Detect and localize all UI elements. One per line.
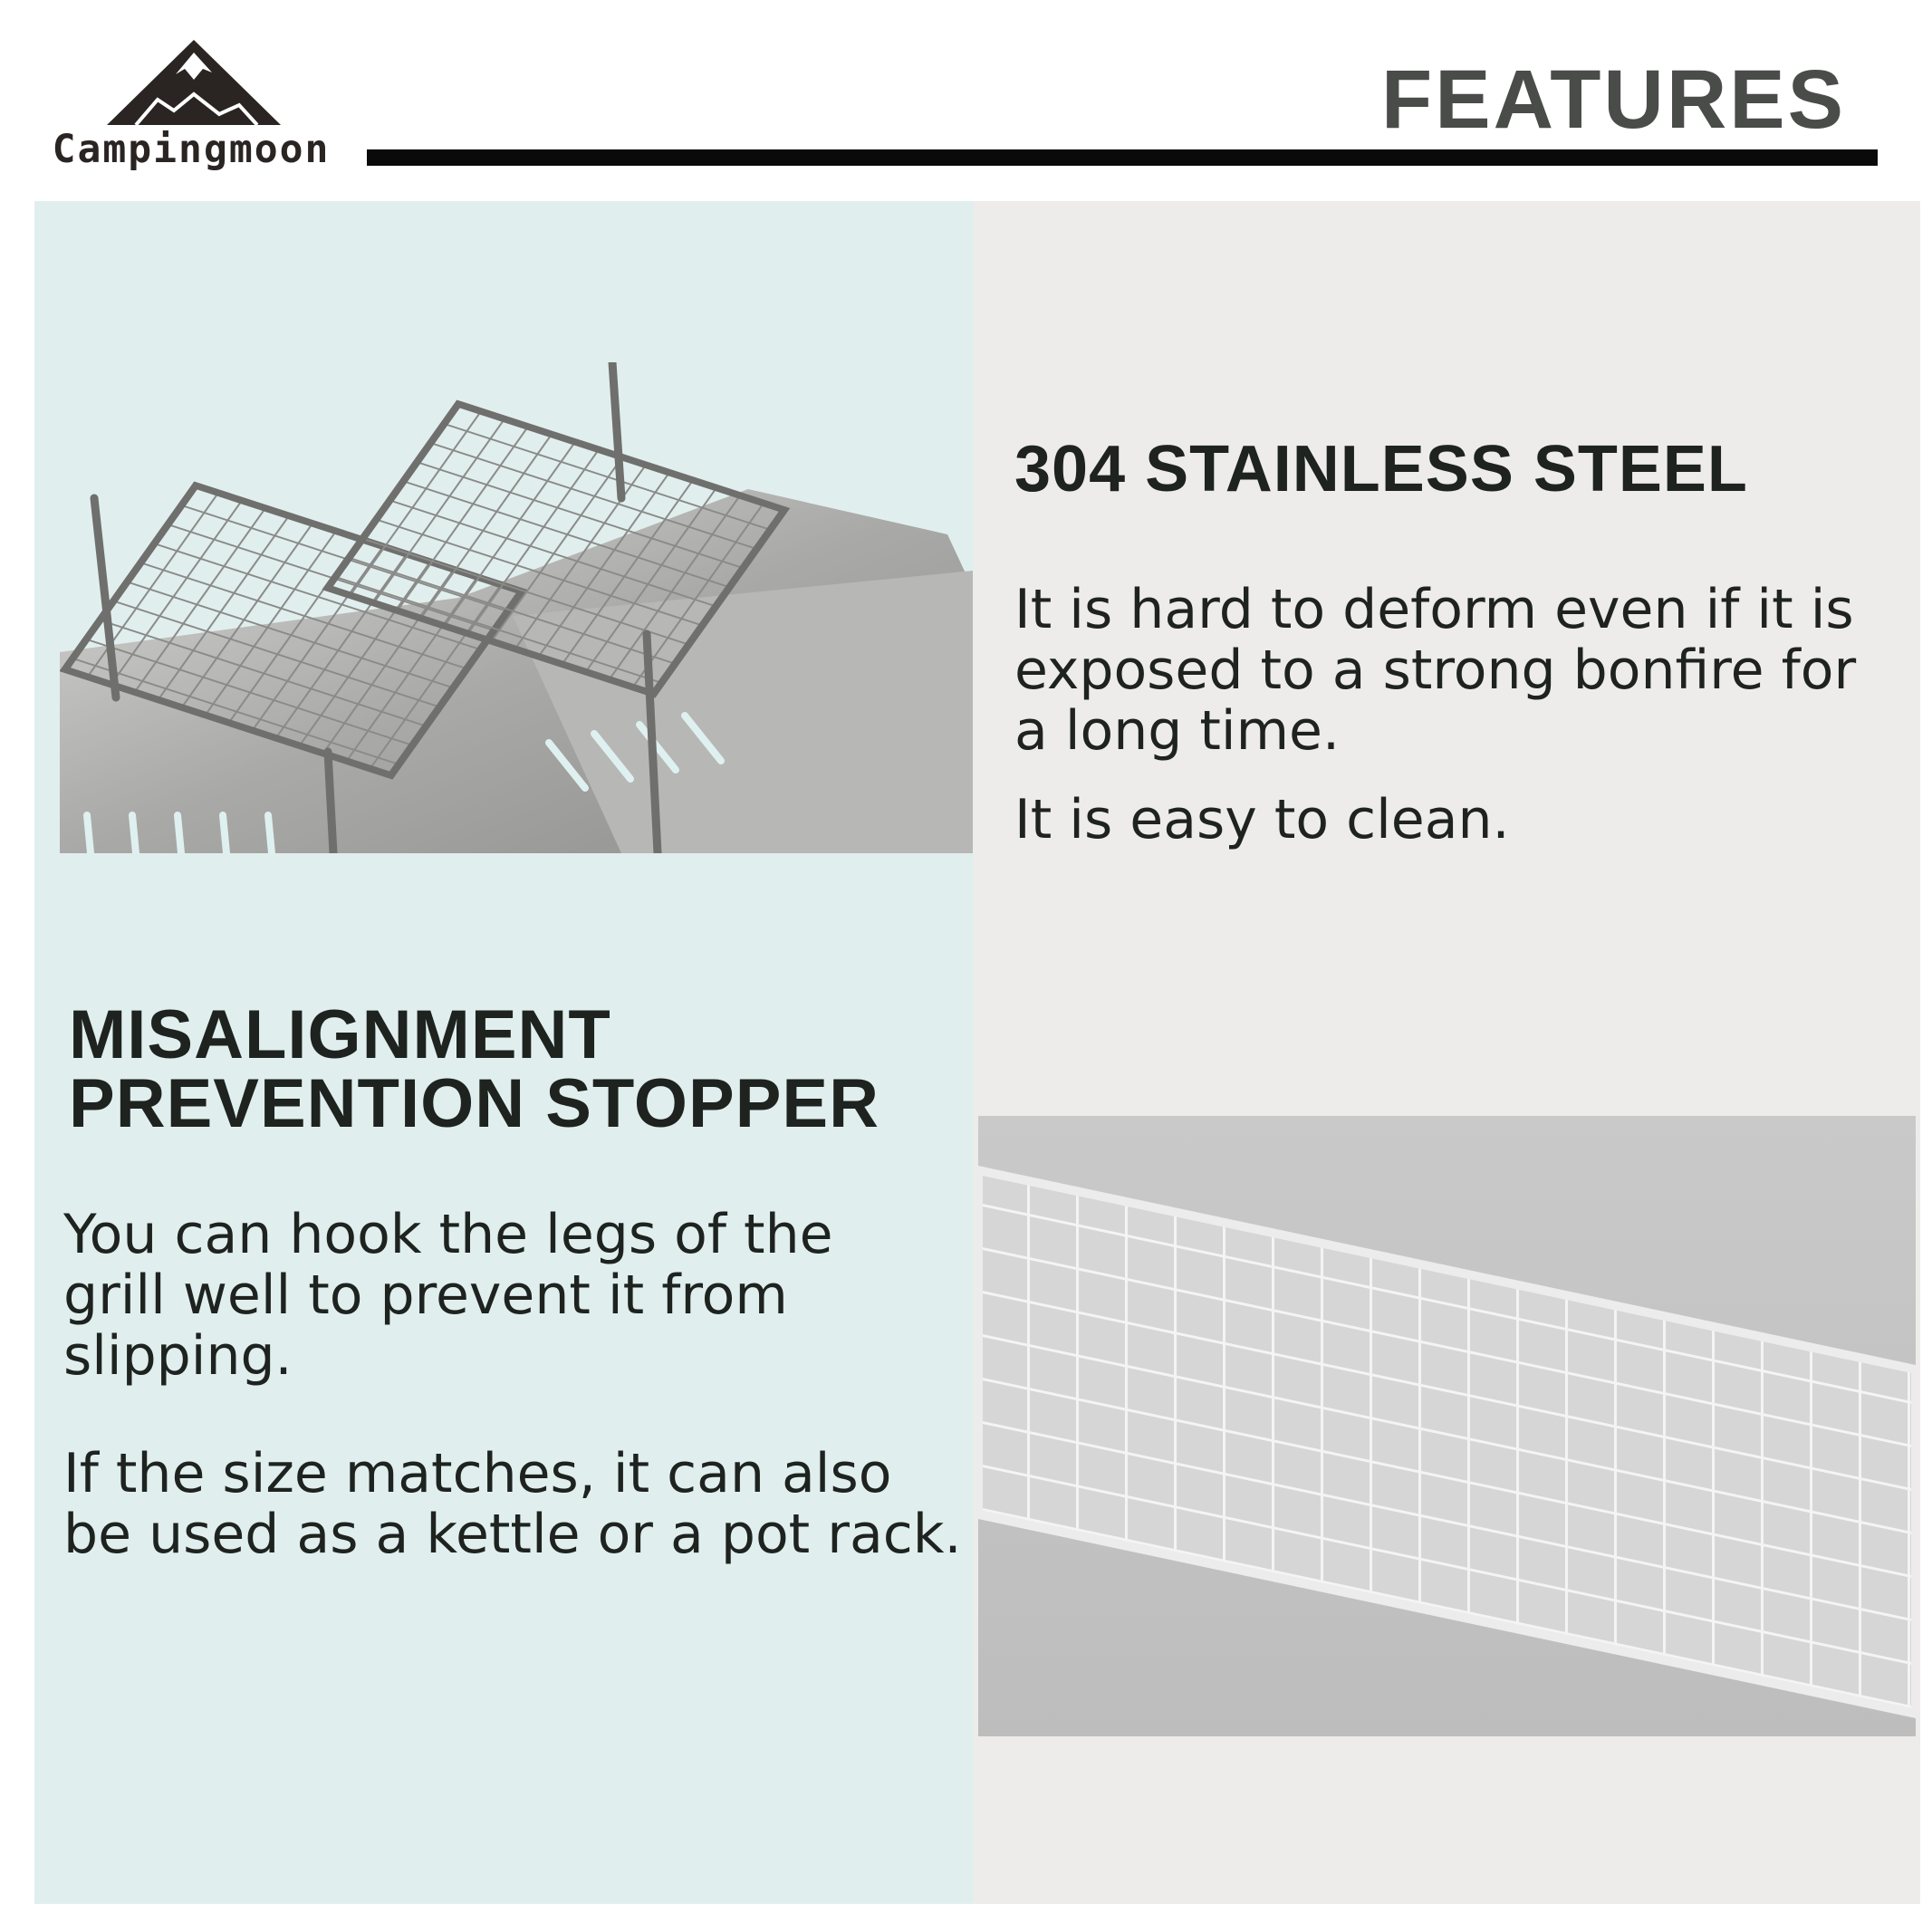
misalignment-heading-line1: MISALIGNMENT (69, 996, 611, 1073)
stainless-steel-heading: 304 STAINLESS STEEL (1014, 433, 1748, 505)
durability-description: It is hard to deform even if it is exposed to a strong bonfire for a long time. (1014, 578, 1857, 763)
brand-logo (42, 36, 341, 190)
left-feature-panel (34, 201, 974, 1904)
page-title: FEATURES (1381, 53, 1846, 146)
mountain-icon (103, 36, 284, 127)
pot-rack-description: If the size matches, it can also be used as a kettle or a pot rack. (63, 1442, 962, 1566)
right-feature-panel (974, 201, 1920, 1904)
misalignment-heading-line2: PREVENTION STOPPER (69, 1065, 880, 1142)
grill-mesh-closeup-photo (978, 1116, 1916, 1736)
brand-name: Campingmoon (52, 127, 331, 172)
misalignment-description: You can hook the legs of the grill well to prevent it from slipping. (63, 1203, 833, 1388)
header-divider (367, 149, 1878, 166)
misalignment-heading (69, 996, 880, 1142)
cleaning-description: It is easy to clean. (1014, 788, 1510, 851)
grill-rack-photo (60, 362, 973, 853)
